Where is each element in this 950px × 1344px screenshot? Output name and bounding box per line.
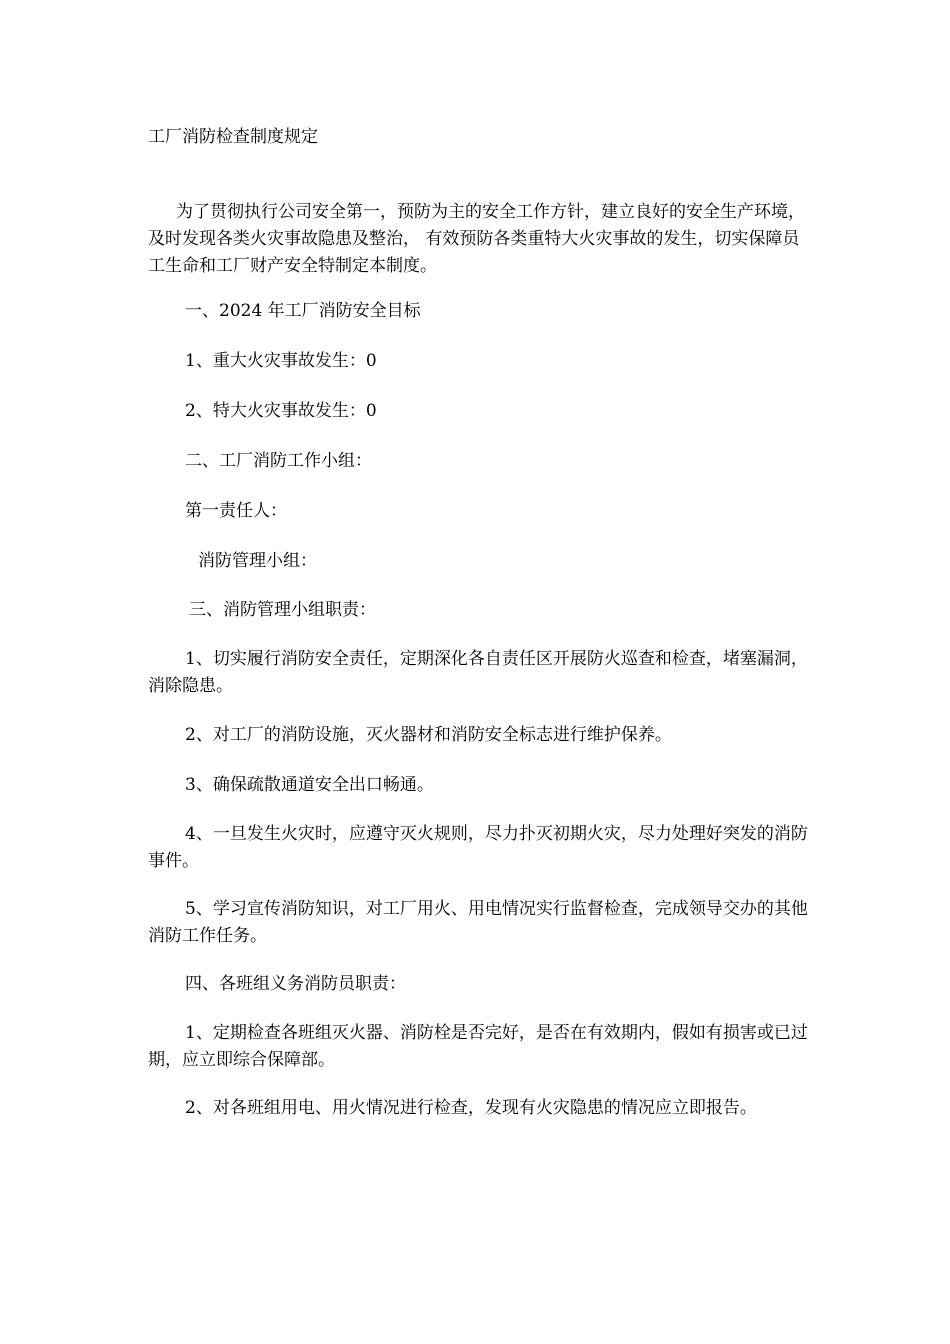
section-3-item-4: 4、一旦发生火灾时，应遵守灭火规则，尽力扑灭初期火灾，尽力处理好突发的消防事件。 <box>148 824 808 871</box>
section-3-item-2: 2、对工厂的消防设施，灭火器材和消防安全标志进行维护保养。 <box>185 725 672 745</box>
first-responsible-label: 第一责任人： <box>185 501 287 521</box>
section-4-item-2: 2、对各班组用电、用火情况进行检查，发现有火灾隐患的情况应立即报告。 <box>185 1098 757 1118</box>
section-2-heading: 二、工厂消防工作小组： <box>185 451 372 471</box>
management-group-label: 消防管理小组： <box>198 551 317 571</box>
section-1-item-2: 2、特大火灾事故发生：0 <box>185 401 377 421</box>
section-1-heading: 一、2024 年工厂消防安全目标 <box>185 301 421 321</box>
section-1-item-1: 1、重大火灾事故发生：0 <box>185 351 377 371</box>
section-3-item-5: 5、学习宣传消防知识，对工厂用火、用电情况实行监督检查，完成领导交办的其他消防工作任务。 <box>148 899 808 946</box>
section-4-item-1: 1、定期检查各班组灭火器、消防栓是否完好，是否在有效期内，假如有损害或已过期，应立即综合保障部。 <box>148 1023 808 1070</box>
section-3-heading: 三、消防管理小组职责： <box>189 600 376 620</box>
section-3-item-3: 3、确保疏散通道安全出口畅通。 <box>185 775 434 795</box>
document-title: 工厂消防检查制度规定 <box>148 127 318 147</box>
intro-paragraph: 为了贯彻执行公司安全第一，预防为主的安全工作方针，建立良好的安全生产环境，及时发现各类火灾事故隐患及整治， 有效预防各类重特大火灾事故的发生，切实保障员工生命和工厂财产安全特制定本制度。 <box>148 202 805 276</box>
section-4-heading: 四、各班组义务消防员职责： <box>185 974 406 994</box>
section-3-item-1: 1、切实履行消防安全责任，定期深化各自责任区开展防火巡查和检查，堵塞漏洞，消除隐患。 <box>148 649 808 696</box>
